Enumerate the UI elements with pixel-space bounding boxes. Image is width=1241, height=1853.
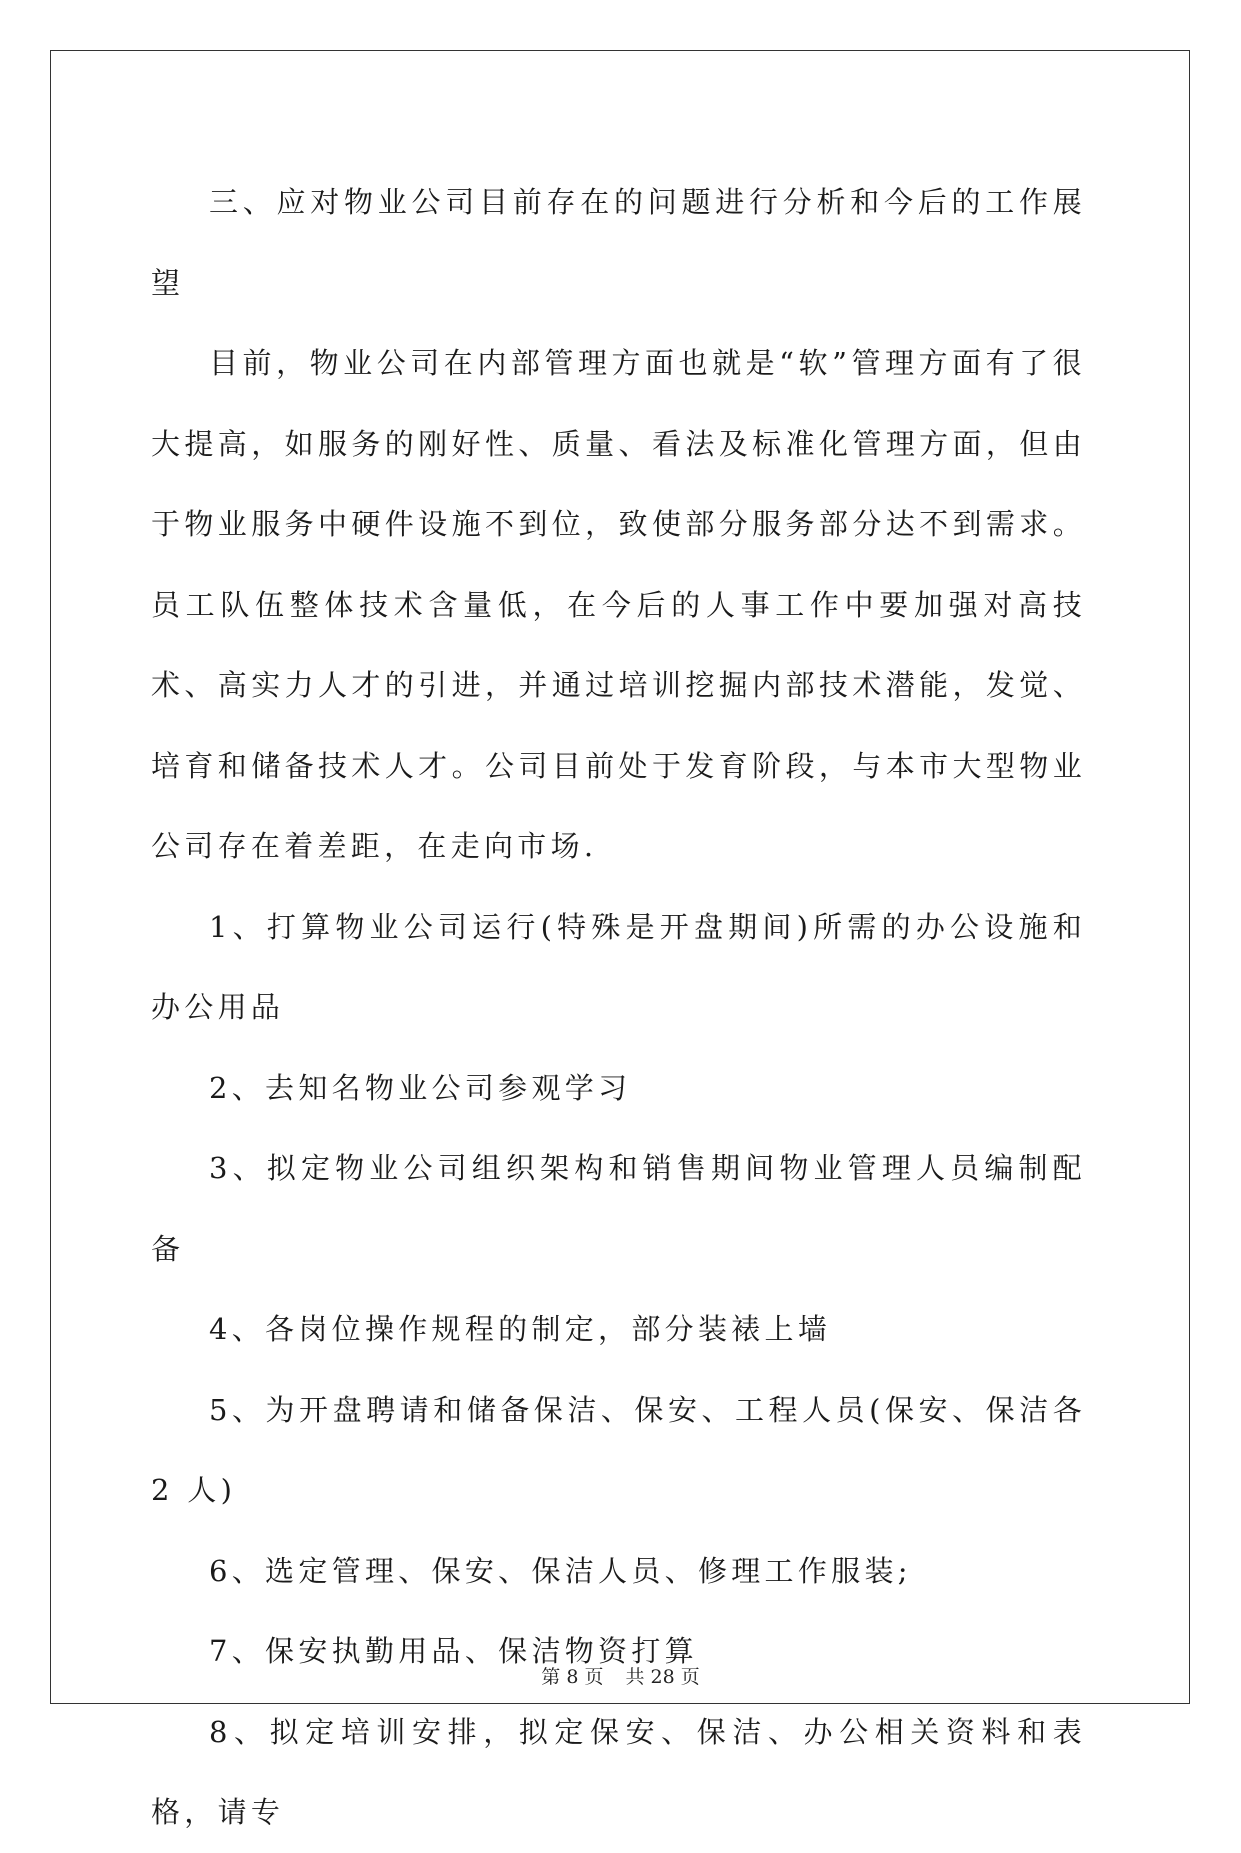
list-item: 2、去知名物业公司参观学习 — [209, 1070, 632, 1105]
list-item: 1、打算物业公司运行(特殊是开盘期间)所需的办公设施和办公用品 — [151, 909, 1086, 1024]
section-heading: 三、应对物业公司目前存在的问题进行分析和今后的工作展望 — [151, 185, 1086, 300]
list-item: 7、保安执勤用品、保洁物资打算 — [209, 1634, 698, 1668]
list-item: 4、各岗位操作规程的制定，部分装裱上墙 — [209, 1312, 832, 1346]
list-item: 6、选定管理、保安、保洁人员、修理工作服装; — [209, 1553, 912, 1588]
list-item: 5、为开盘聘请和储备保洁、保安、工程人员(保安、保洁各 2 人) — [151, 1392, 1086, 1507]
list-item: 3、拟定物业公司组织架构和销售期间物业管理人员编制配备 — [151, 1151, 1086, 1266]
current-page-number: 第 8 页 — [541, 1666, 604, 1688]
document-body — [151, 162, 1086, 1853]
list-item: 8、拟定培训安排，拟定保安、保洁、办公相关资料和表格，请专 — [151, 1714, 1086, 1829]
page-footer — [0, 1662, 1241, 1689]
total-pages: 共 28 页 — [625, 1666, 700, 1688]
body-paragraph: 目前，物业公司在内部管理方面也就是“软”管理方面有了很大提高，如服务的刚好性、质量、看法及标准化管理方面，但由于物业服务中硬件设施不到位，致使部分服务部分达不到需求。员工队伍整体技术含量低，在今后的人事工作中要加强对高技术、高实力人才的引进，并通过培训挖掘内部技术潜能，发觉、培育和储备技术人才。公司目前处于发育阶段，与本市大型物业公司存在着差距，在走向市场. — [151, 346, 1086, 863]
